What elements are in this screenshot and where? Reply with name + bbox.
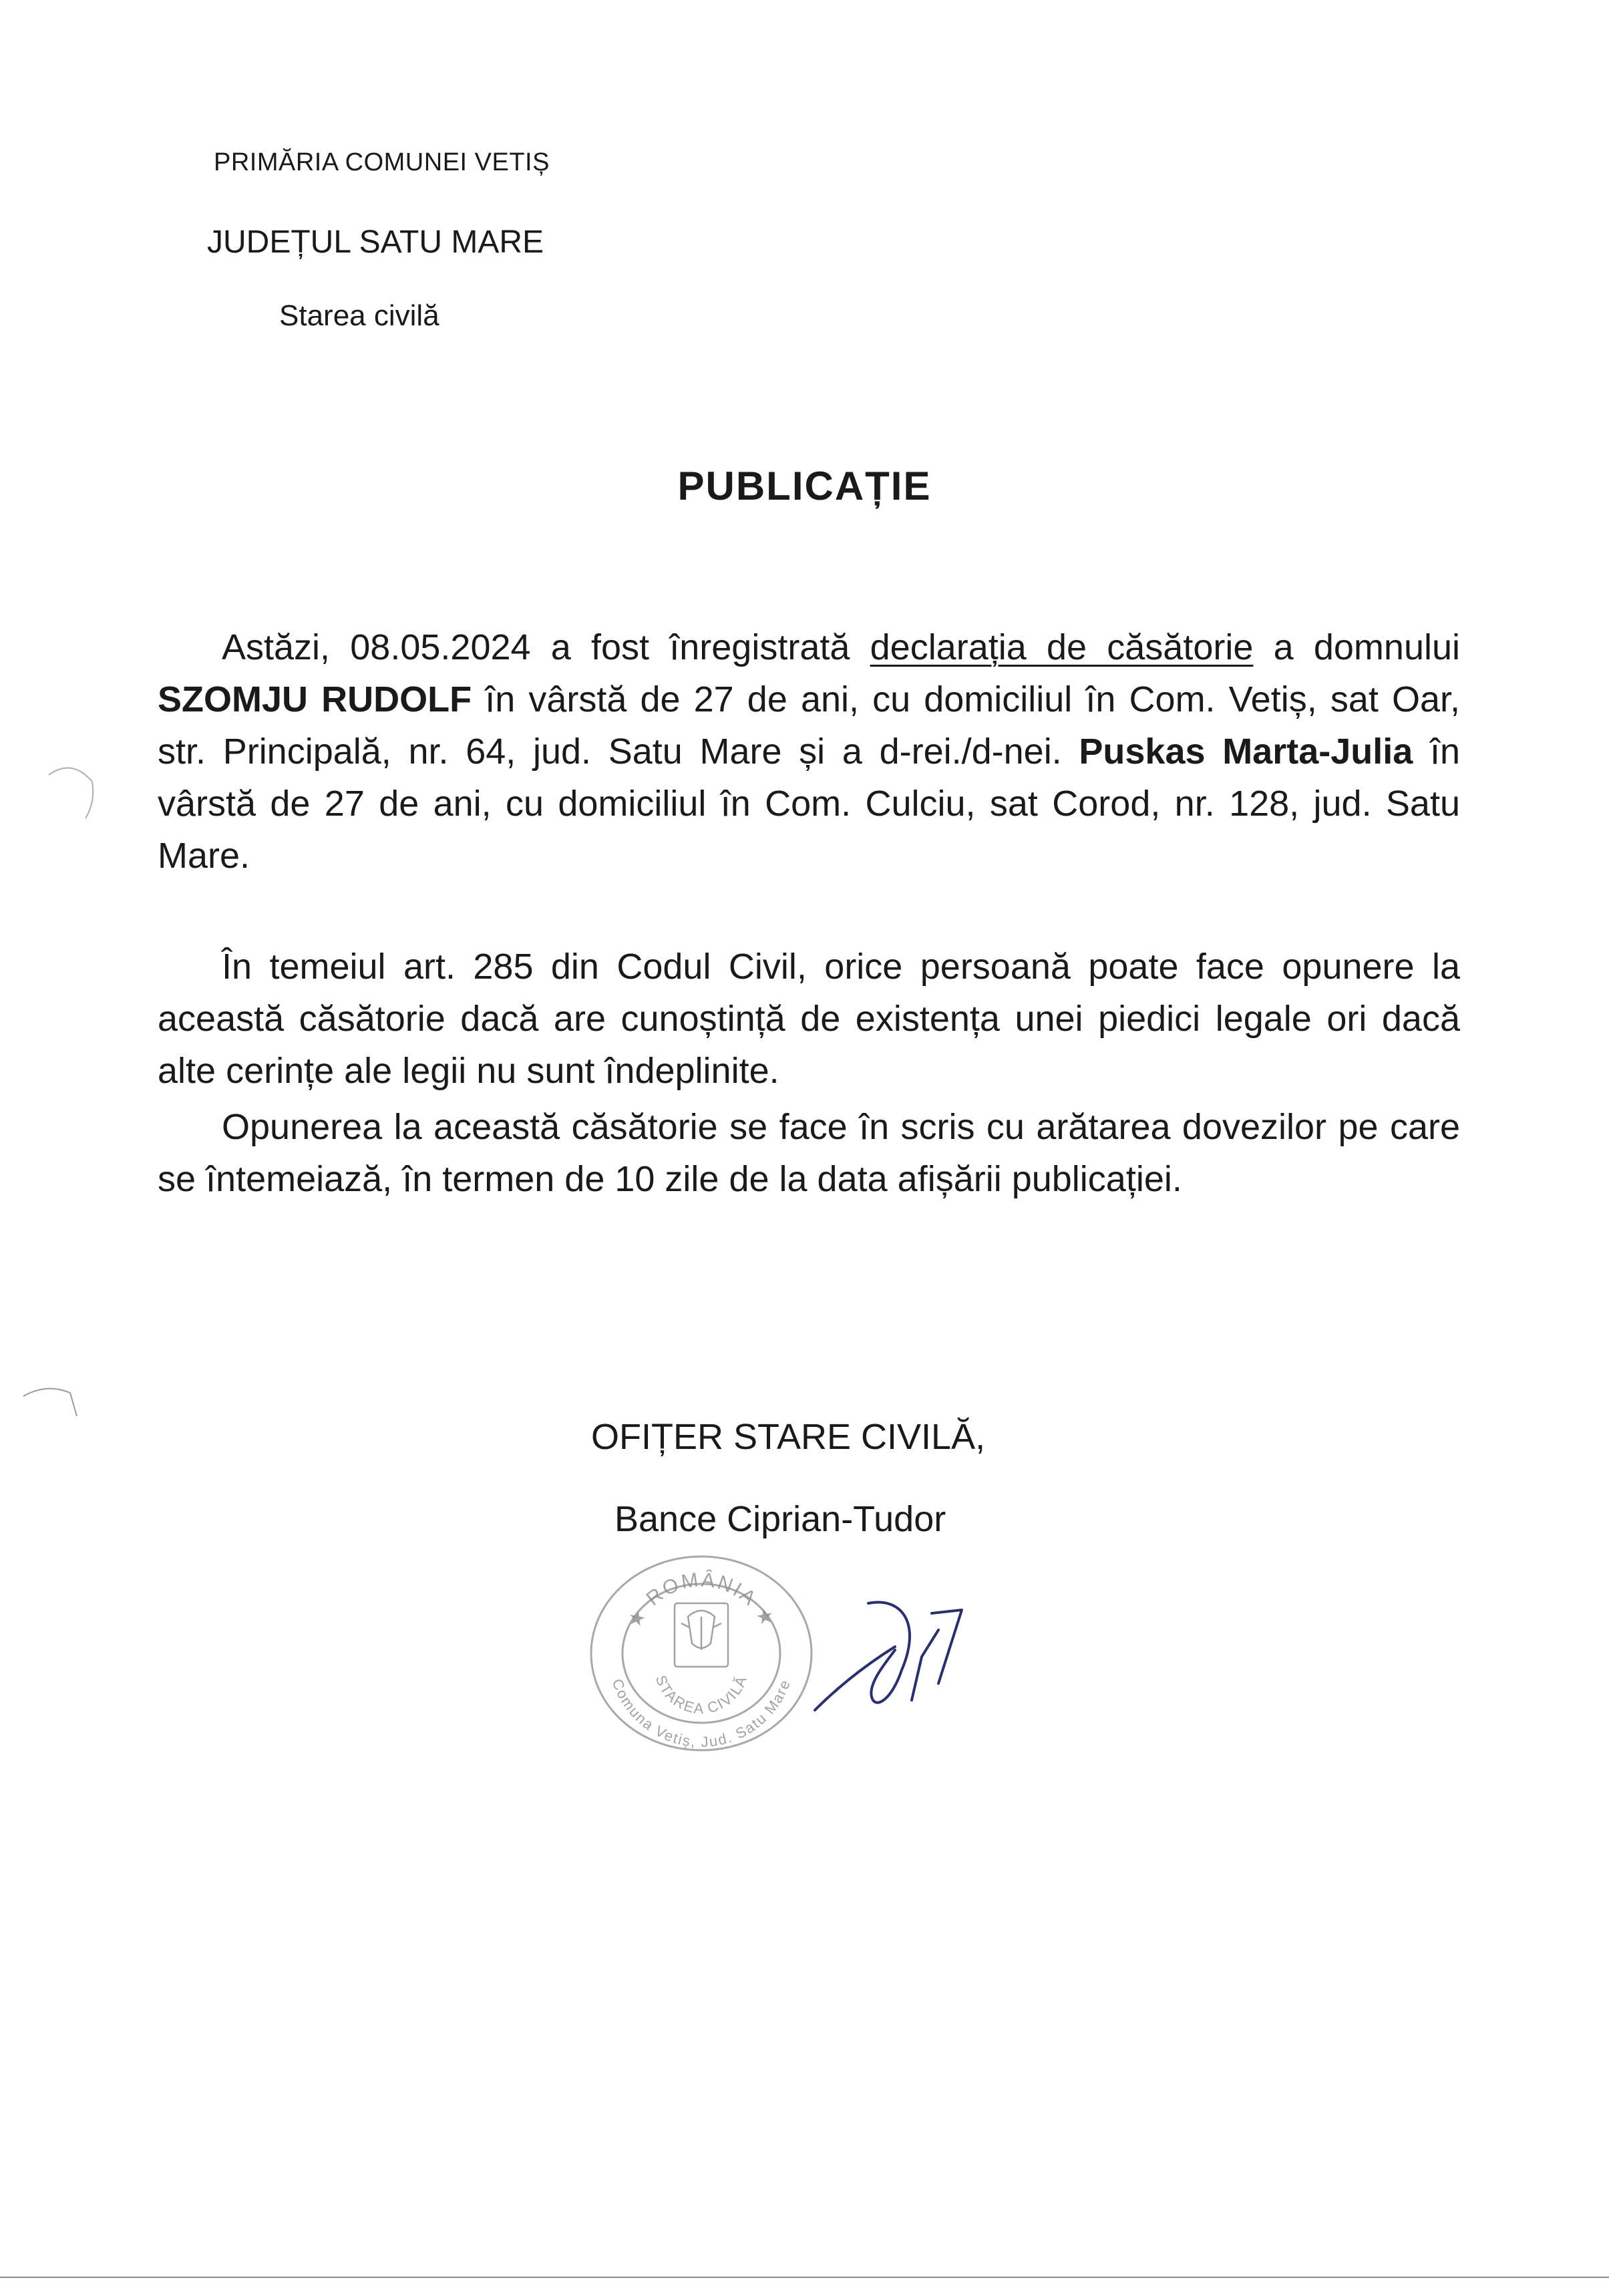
scan-artifact [45, 762, 99, 822]
official-stamp [581, 1550, 822, 1757]
scan-artifact [20, 1376, 87, 1423]
coat-of-arms-icon [675, 1603, 728, 1667]
paragraph-legal-basis [158, 941, 1460, 1097]
paragraph-declaration [158, 621, 1460, 882]
groom-name: SZOMJU RUDOLF [158, 679, 472, 719]
officer-title: OFIȚER STARE CIVILĂ, [591, 1417, 986, 1457]
document-title: PUBLICAȚIE [677, 464, 932, 508]
svg-text:STAREA CIVILĂ: STAREA CIVILĂ [652, 1673, 751, 1717]
page-edge-line [0, 2277, 1609, 2278]
paragraph-text: Astăzi, 08.05.2024 a fost înregistrată [222, 627, 870, 667]
paragraph-text: în vârstă de 27 de ani, cu domiciliul în Com. Culciu, sat Corod, nr. 128, jud. Satu Mare. [158, 731, 1460, 876]
svg-text:Comuna Vetiș, Jud. Satu Mare: Comuna Vetiș, Jud. Satu Mare [608, 1676, 794, 1751]
department-name: Starea civilă [279, 299, 439, 332]
county-name: JUDEȚUL SATU MARE [207, 224, 544, 260]
institution-name: PRIMĂRIA COMUNEI VETIȘ [214, 148, 550, 176]
officer-name: Bance Ciprian-Tudor [614, 1499, 946, 1539]
handwritten-signature [801, 1583, 975, 1730]
paragraph-text: În temeiul art. 285 din Codul Civil, orice persoană poate face opunere la această căsătorie dacă are cunoștință de existența unei piedici legale ori dacă alte cerințe ale legii nu sunt îndeplinite. [158, 947, 1460, 1091]
svg-text:★ ROMÂNIA ★: ★ ROMÂNIA ★ [622, 1569, 780, 1632]
paragraph-text: în vârstă de 27 de ani, cu domiciliul în Com. Vetiș, sat Oar, str. Principală, nr. 64, jud. Satu Mare și a d-rei./d-nei. [158, 679, 1460, 772]
paragraph-opposition [158, 1101, 1460, 1205]
declaration-term: declarația de căsătorie [870, 627, 1254, 667]
bride-name: Puskas Marta-Julia [1079, 731, 1413, 772]
paragraph-text: a domnului [1253, 627, 1460, 667]
paragraph-text: Opunerea la această căsătorie se face în scris cu arătarea dovezilor pe care se întemeiază, în termen de 10 zile de la data afișării publicației. [158, 1107, 1460, 1199]
